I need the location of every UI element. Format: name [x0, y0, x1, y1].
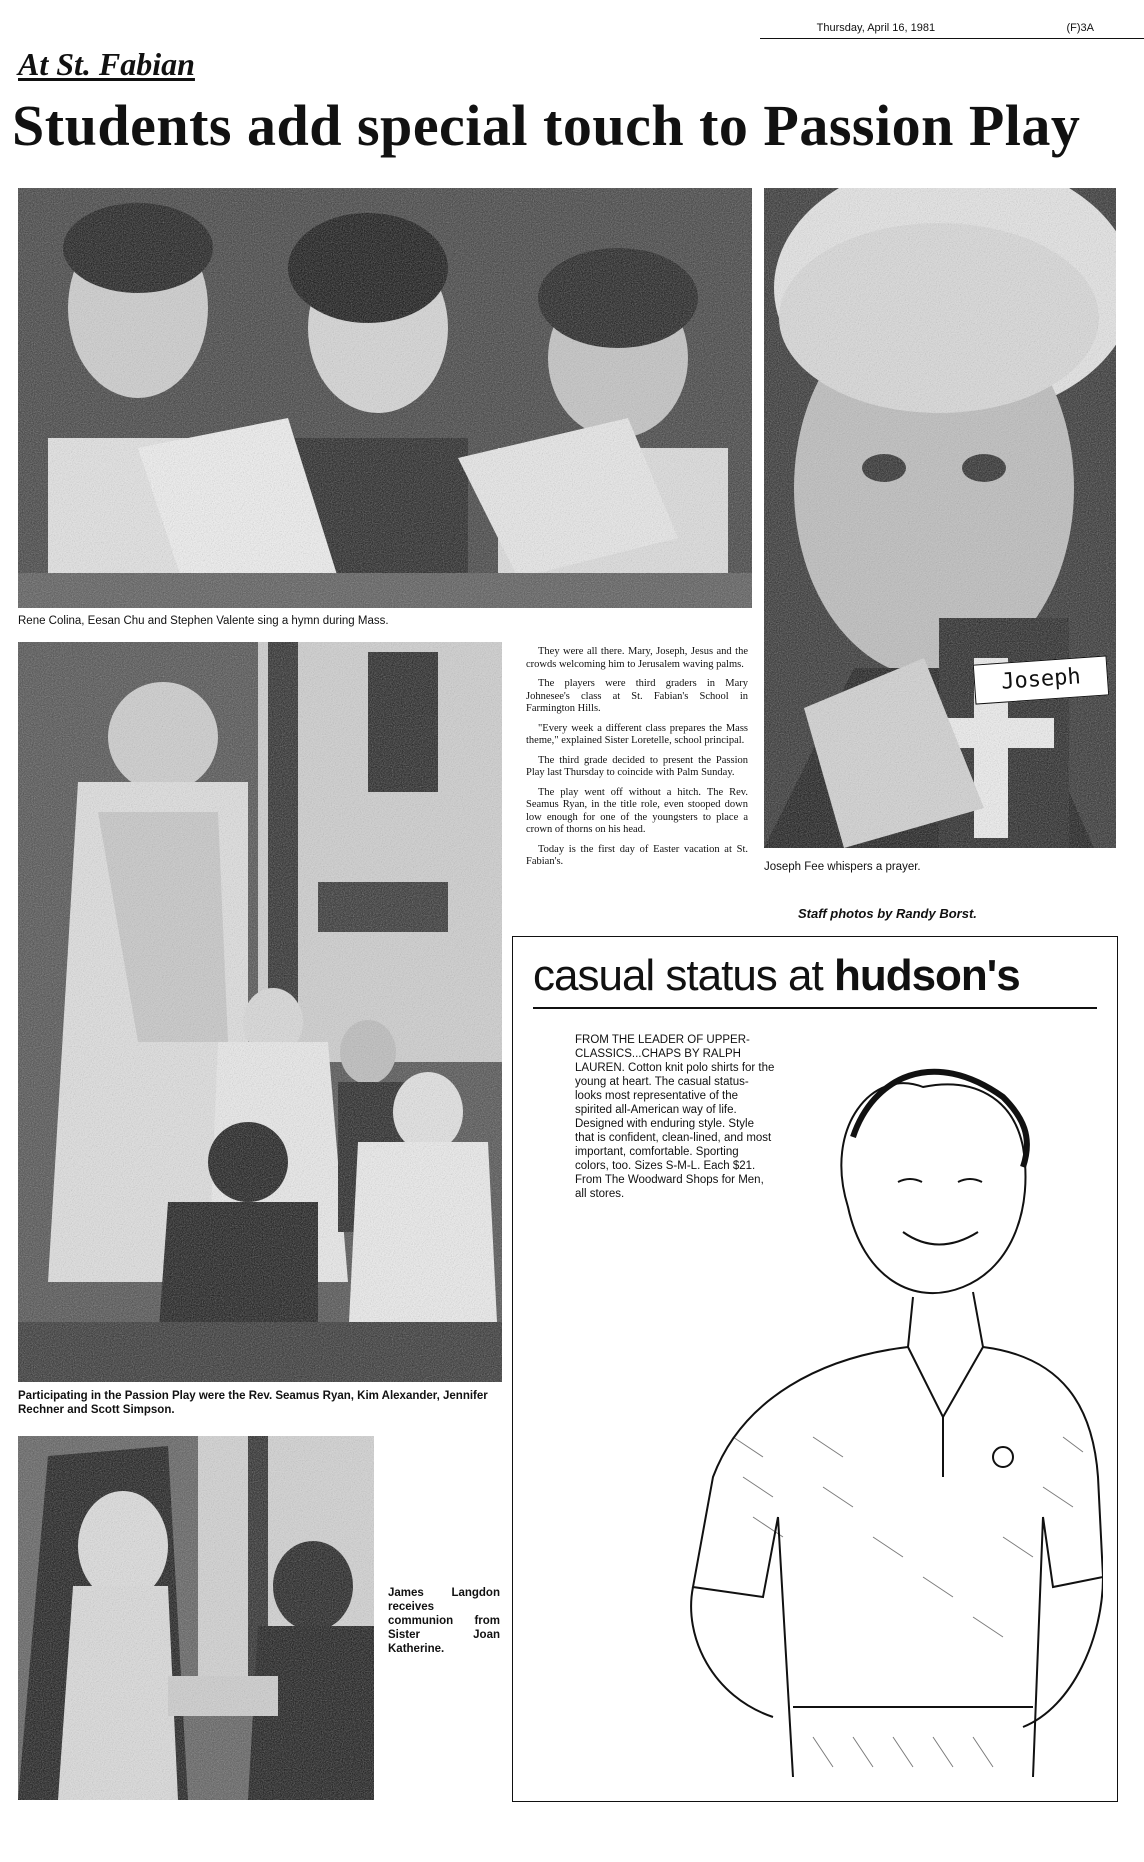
photo-credit: Staff photos by Randy Borst. — [798, 906, 977, 921]
communion-photo-image — [18, 1436, 374, 1800]
article-paragraph: The play went off without a hitch. The Rev. Seamus Ryan, in the title role, even stooped down low enough for one of the youngsters to place a crown of thorns on his head. — [526, 786, 748, 835]
communion-caption: James Langdon receives communion from Sister Joan Katherine. — [388, 1587, 500, 1655]
article-kicker: At St. Fabian — [18, 46, 195, 82]
hymn-photo — [18, 188, 752, 608]
page-folio — [817, 22, 1094, 34]
hymn-photo-image — [18, 188, 752, 608]
joseph-photo-image — [764, 188, 1116, 848]
folio-rule — [760, 38, 1144, 39]
issue-date: Thursday, April 16, 1981 — [816, 22, 936, 34]
joseph-photo — [764, 188, 1116, 848]
page-number: (F)3A — [1066, 22, 1094, 34]
article-paragraph: "Every week a different class prepares the Mass theme," explained Sister Loretelle, school principal. — [526, 722, 748, 746]
article-headline: Students add special touch to Passion Play — [12, 93, 1081, 158]
article-paragraph: The third grade decided to present the Passion Play last Thursday to coincide with Palm Sunday. — [526, 754, 748, 778]
joseph-name-tag: Joseph — [973, 655, 1109, 704]
communion-photo — [18, 1436, 374, 1800]
ad-rule — [533, 1007, 1097, 1009]
ad-copy: FROM THE LEADER OF UPPER-CLASSICS...CHAPS BY RALPH LAUREN. Cotton knit polo shirts for the young at heart. The casual status-looks most representative of the spirited all-American way of life. Designed with enduring style. Style that is confident, clean-lined, and most important, comfortable. Sporting colors, too. Sizes S-M-L. Each $21. From The Woodward Shops for Men, all stores. — [575, 1034, 775, 1200]
ad-headline — [533, 951, 1020, 1001]
passion-play-photo — [18, 642, 502, 1382]
article-paragraph: They were all there. Mary, Joseph, Jesus and the crowds welcoming him to Jerusalem waving palms. — [526, 646, 748, 670]
ad-headline-tagline: casual status at — [533, 951, 834, 1000]
article-paragraph: The players were third graders in Mary Johnesee's class at St. Fabian's School in Farmington Hills. — [526, 678, 748, 714]
joseph-caption: Joseph Fee whispers a prayer. — [764, 861, 921, 873]
article-body — [526, 646, 748, 876]
passion-play-photo-image — [18, 642, 502, 1382]
ad-illustration-man-in-polo — [673, 1017, 1103, 1787]
hymn-caption: Rene Colina, Eesan Chu and Stephen Valente sing a hymn during Mass. — [18, 615, 389, 627]
hudsons-advertisement — [512, 936, 1118, 1802]
ad-store-name: hudson's — [833, 951, 1020, 1000]
passion-play-caption: Participating in the Passion Play were the Rev. Seamus Ryan, Kim Alexander, Jennifer Rechner and Scott Simpson. — [18, 1390, 488, 1416]
article-paragraph: Today is the first day of Easter vacation at St. Fabian's. — [526, 843, 748, 867]
